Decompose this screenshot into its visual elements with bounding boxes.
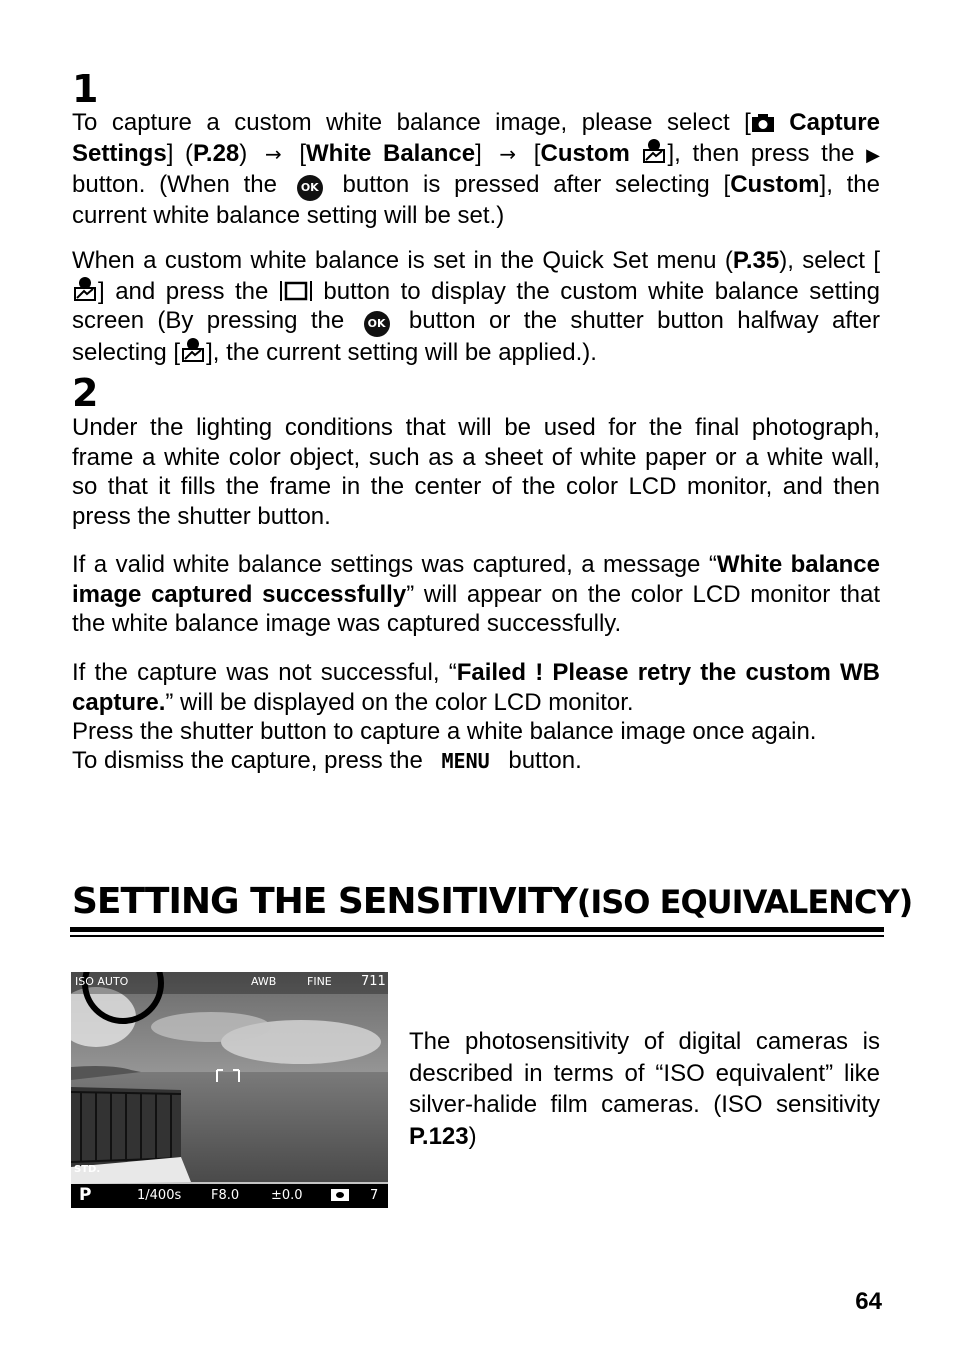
step-1-paragraph-2: When a custom white balance is set in the Quick Set menu (P.35), select [] and press the button to display the custom white balance setting screen (By pressing the OK button or the shutter button halfway after selecting [ ], the current setting will be applied.). (72, 247, 881, 366)
step-2-paragraph-1: Under the lighting conditions that will be used for the final photograph, frame a white color object, such as a sheet of white paper or a white wall, so that it fills the frame in the center of the color LCD monitor, and then press the shutter button. (72, 414, 880, 530)
lcd-frame-count: 7 (370, 1188, 379, 1203)
custom-wb-icon (641, 138, 667, 164)
right-arrow-key-icon: ▶ (866, 144, 881, 165)
step-2-paragraph-4: Press the shutter button to capture a white balance image once again. (72, 718, 817, 745)
section-title: SETTING THE SENSITIVITY (72, 881, 577, 922)
iso-description-paragraph: The photosensitivity of digital cameras is described in terms of “ISO equivalent” like silver-halide film cameras. (ISO sensitivity P.123) (409, 1028, 880, 1150)
lcd-exposure-comp: ±0.0 (271, 1188, 303, 1203)
lcd-image-mode: STD. (74, 1164, 101, 1175)
camera-icon (751, 113, 775, 133)
lcd-wb-indicator: AWB (251, 975, 277, 988)
display-button-icon (279, 280, 313, 302)
ok-button-icon: OK (364, 311, 390, 337)
step-2-paragraph-5: To dismiss the capture, press the MENU button. (72, 747, 582, 774)
lcd-quality-indicator: FINE (307, 975, 332, 988)
step-1-number: 1 (72, 67, 99, 111)
step-1-paragraph-1: To capture a custom white balance image, please select [ Capture Settings] (P.28) → [White Balance] → [Custom ], then press the ▶ button. (When the OK button is pressed after selecting [Custom], the current white balance setting will be set.) (72, 109, 881, 229)
section-heading (72, 878, 913, 926)
custom-wb-icon (180, 337, 206, 363)
section-subtitle: (ISO EQUIVALENCY) (576, 883, 913, 921)
menu-button-label: MENU (441, 749, 490, 773)
step-2-number: 2 (72, 371, 99, 415)
lcd-iso-indicator: ISO AUTO (75, 975, 129, 988)
heading-rule-thin (70, 935, 884, 937)
step-2-paragraph-3: If the capture was not successful, “Failed ! Please retry the custom WB capture.” will be displayed on the color LCD monitor. (72, 659, 880, 716)
arrow-right-icon: → (499, 141, 517, 166)
lcd-shots-remaining: 711 (361, 974, 386, 989)
step-2-paragraph-2: If a valid white balance settings was captured, a message “White balance image captured successfully” will appear on the color LCD monitor that the white balance image was captured successfully. (72, 551, 880, 637)
lcd-screen-image (71, 972, 388, 1208)
lcd-scene (71, 972, 388, 1208)
custom-wb-icon (72, 276, 98, 302)
lcd-shutter-speed: 1/400s (137, 1188, 182, 1203)
heading-rule-thick (70, 927, 884, 932)
lcd-aperture: F8.0 (211, 1188, 240, 1203)
ok-button-icon: OK (297, 175, 323, 201)
lcd-shooting-mode: P (79, 1185, 92, 1205)
lcd-metering-icon (331, 1189, 349, 1201)
arrow-right-icon: → (264, 141, 282, 166)
page-number: 64 (855, 1288, 882, 1315)
